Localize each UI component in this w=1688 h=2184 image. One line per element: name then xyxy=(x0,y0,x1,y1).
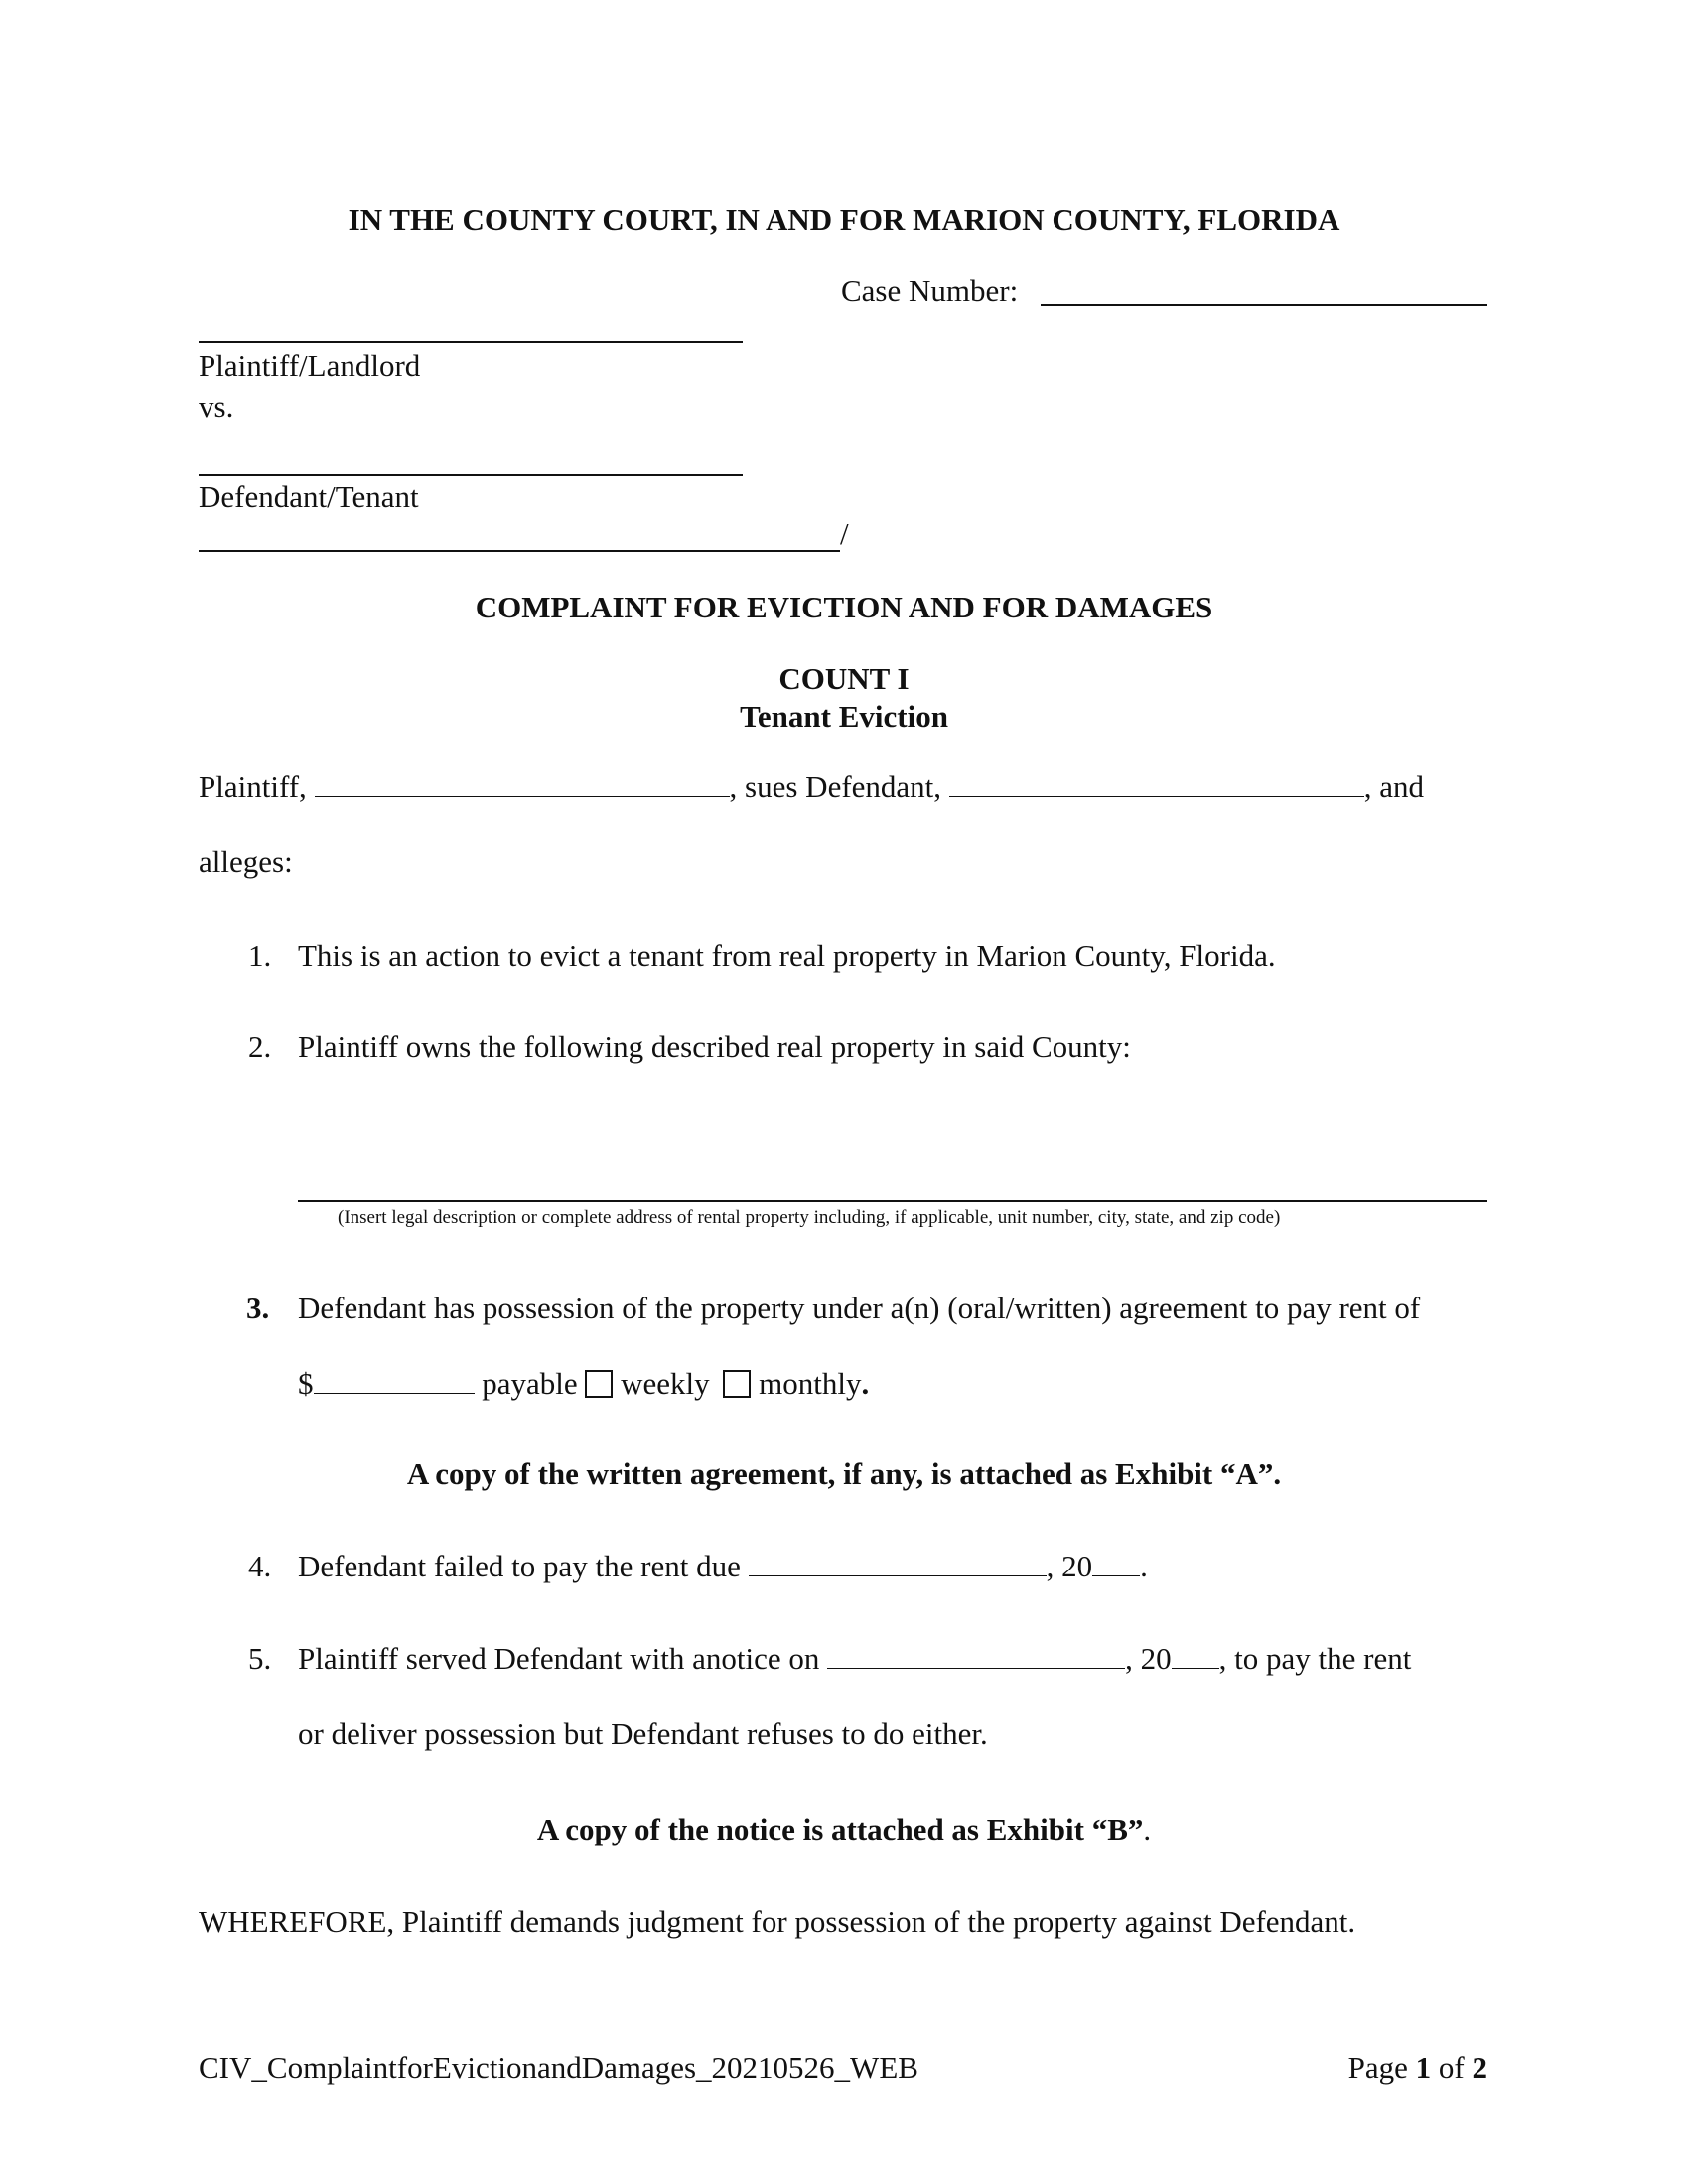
case-number-field[interactable] xyxy=(1041,304,1487,306)
item1-text: This is an action to evict a tenant from real property in Marion County, Florida. xyxy=(298,938,1276,973)
intro-sues-defendant: , sues Defendant, xyxy=(729,769,942,804)
weekly-checkbox[interactable] xyxy=(585,1370,613,1398)
rent-due-year-field[interactable] xyxy=(1092,1574,1140,1576)
monthly-period: . xyxy=(861,1366,870,1401)
page-indicator xyxy=(1348,2052,1487,2083)
page-of: of xyxy=(1438,2050,1465,2085)
notice-year-field[interactable] xyxy=(1172,1667,1219,1669)
item3-number: 3. xyxy=(246,1291,270,1325)
vs-label: vs. xyxy=(199,389,234,424)
intro-and-word: , and xyxy=(1363,769,1425,804)
item2-number: 2. xyxy=(248,1029,272,1064)
monthly-label: monthly xyxy=(759,1366,862,1401)
dollar-sign: $ xyxy=(298,1366,314,1401)
intro-plaintiff-word: Plaintiff, xyxy=(199,769,307,804)
exhibit-b-bold: A copy of the notice is attached as Exhibit “B” xyxy=(536,1812,1144,1846)
page-total: 2 xyxy=(1472,2050,1487,2085)
count-title: COUNT I xyxy=(778,661,910,696)
intro-line xyxy=(199,771,1424,802)
exhibit-b-note xyxy=(0,1814,1688,1844)
monthly-checkbox[interactable] xyxy=(723,1370,751,1398)
item3-rent-line xyxy=(298,1368,869,1399)
page-word: Page xyxy=(1347,2050,1408,2085)
wherefore-clause: WHEREFORE, Plaintiff demands judgment for possession of the property against Defendant. xyxy=(199,1904,1356,1939)
court-heading: IN THE COUNTY COURT, IN AND FOR MARION COUNTY, FLORIDA xyxy=(348,203,1340,237)
caption-slash: / xyxy=(840,516,849,551)
alleges-text: alleges: xyxy=(199,844,293,879)
document-title: COMPLAINT FOR EVICTION AND FOR DAMAGES xyxy=(475,590,1213,624)
item5-after-year: , to pay the rent xyxy=(1218,1641,1412,1676)
exhibit-b-end: . xyxy=(1143,1812,1152,1846)
item4-end: . xyxy=(1140,1549,1148,1583)
item4-line xyxy=(298,1551,1148,1581)
property-description-field[interactable] xyxy=(298,1200,1487,1202)
notice-date-field[interactable] xyxy=(827,1667,1125,1669)
plaintiff-label: Plaintiff/Landlord xyxy=(199,348,421,383)
weekly-label: weekly xyxy=(621,1366,710,1401)
intro-defendant-field[interactable] xyxy=(949,795,1364,797)
payable-word: payable xyxy=(482,1366,578,1401)
caption-closing-line xyxy=(199,550,840,552)
count-subtitle: Tenant Eviction xyxy=(740,699,948,734)
rent-amount-field[interactable] xyxy=(314,1392,475,1394)
item4-text: Defendant failed to pay the rent due xyxy=(298,1549,741,1583)
plaintiff-name-field[interactable] xyxy=(199,341,743,343)
item5-text: Plaintiff served Defendant with anotice on xyxy=(298,1641,820,1676)
item5-year-prefix: , 20 xyxy=(1125,1641,1172,1676)
item5-line2: or deliver possession but Defendant refuses to do either. xyxy=(298,1716,988,1751)
item5-number: 5. xyxy=(248,1641,272,1676)
item1-number: 1. xyxy=(248,938,272,973)
item2-text: Plaintiff owns the following described real property in said County: xyxy=(298,1029,1131,1064)
item5-line xyxy=(298,1643,1411,1674)
item3-text: Defendant has possession of the property under a(n) (oral/written) agreement to pay rent of xyxy=(298,1291,1421,1325)
intro-plaintiff-field[interactable] xyxy=(315,795,730,797)
defendant-label: Defendant/Tenant xyxy=(199,479,419,514)
property-hint: (Insert legal description or complete address of rental property including, if applicable, unit number, city, state, and zip code) xyxy=(338,1207,1281,1228)
page-current: 1 xyxy=(1415,2050,1432,2085)
rent-due-date-field[interactable] xyxy=(749,1574,1047,1576)
item4-number: 4. xyxy=(248,1549,272,1583)
item4-year-prefix: , 20 xyxy=(1046,1549,1093,1583)
exhibit-a-note: A copy of the written agreement, if any, is attached as Exhibit “A”. xyxy=(406,1456,1282,1491)
case-number-label: Case Number: xyxy=(841,273,1019,308)
footer-file-name: CIV_ComplaintforEvictionandDamages_20210526_WEB xyxy=(199,2050,918,2085)
defendant-name-field[interactable] xyxy=(199,474,743,476)
